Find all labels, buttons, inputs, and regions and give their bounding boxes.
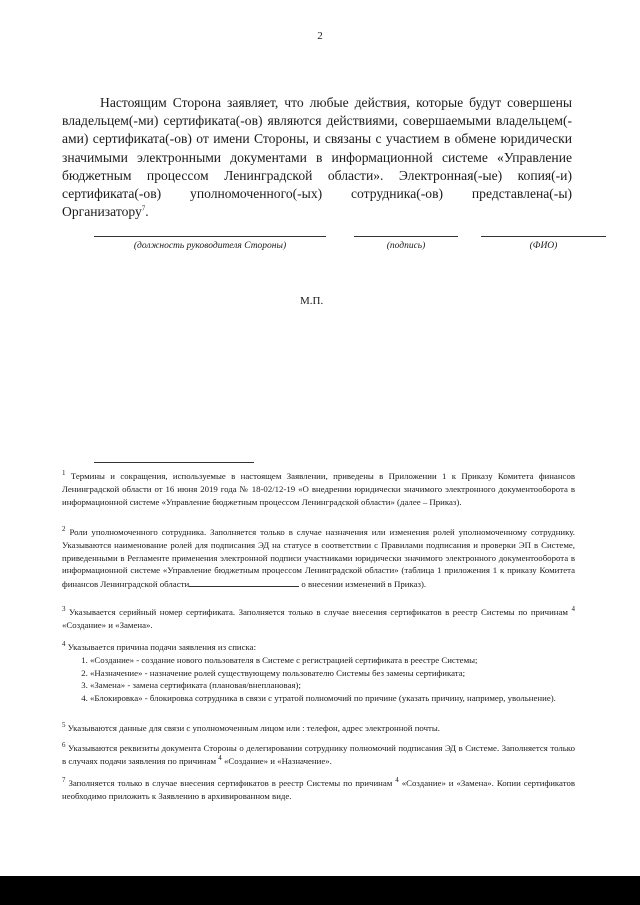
signature-line	[354, 236, 458, 237]
name-label: (ФИО)	[529, 241, 558, 251]
footnote-4-intro: Указывается причина подачи заявления из списка:	[67, 642, 257, 652]
statement-footnote-ref: 7	[141, 204, 146, 213]
footnote-3-ref: 4	[571, 605, 575, 614]
footnote-7-ref: 4	[395, 776, 399, 785]
footnote-3	[62, 606, 575, 632]
footnote-4-list	[62, 654, 575, 705]
scan-bottom-edge	[0, 876, 640, 905]
footnote-1-number: 1	[62, 469, 66, 478]
footnote-7-text-end: «Создание» и «Замена». Копии сертификатов необходимо приложить к Заявлению в архивированном виде.	[62, 778, 575, 801]
statement-paragraph	[62, 94, 572, 221]
footnote-6-text-end: «Создание» и «Назначение».	[224, 755, 332, 766]
footnote-2	[62, 526, 575, 591]
footnote-3-text-end: «Создание» и «Замена».	[62, 619, 153, 630]
footnote-6-number: 6	[62, 741, 66, 750]
footnote-7-number: 7	[62, 776, 66, 785]
footnote-6-text: Указываются реквизиты документа Стороны о делегировании сотруднику полномочий подписания ЭД в Системе. Заполняется только в случаях подачи заявления по причинам	[62, 743, 575, 766]
footnote-4	[62, 641, 575, 705]
name-signature-line	[481, 236, 606, 237]
footnote-5-number: 5	[62, 721, 66, 730]
stamp-label: М.П.	[300, 295, 324, 307]
footnote-5-text: Указываются данные для связи с уполномоченным лицом или : телефон, адрес электронной почты.	[67, 723, 440, 733]
footnote-6-ref: 4	[218, 753, 222, 762]
signature-label: (подпись)	[386, 241, 426, 251]
footnote-2-number: 2	[62, 525, 66, 534]
footnote-2-blank	[189, 577, 299, 587]
list-item: 1. «Создание» - создание нового пользователя в Системе с регистрацией сертификата в реестре Системы;	[90, 654, 575, 667]
footnote-separator	[94, 462, 254, 463]
footnote-7	[62, 777, 575, 803]
list-item: 4. «Блокировка» - блокировка сотрудника в связи с утратой полномочий по причине (указать причину, например, увольнение).	[90, 692, 575, 705]
page-number: 2	[317, 30, 323, 42]
footnote-5	[62, 722, 575, 735]
footnote-6	[62, 742, 575, 768]
statement-text: Настоящим Сторона заявляет, что любые действия, которые будут совершены владельцем(-ми) сертификата(-ов) являются действиями, совершаемыми владельцем(-ами) сертификата(-ов) от имени Стороны, и связаны с участием в обмене юридически значимыми электронными документами в информационной системе «Управление бюджетным процессом Ленинградской области». Электронная(-ые) копия(-и) сертификата(-ов) уполномоченного(-ых) сотрудника(-ов) представлена(-ы) Организатору	[62, 95, 572, 220]
footnote-1	[62, 470, 575, 508]
footnote-1-text: Термины и сокращения, используемые в настоящем Заявлении, приведены в Приложении 1 к Приказу Комитета финансов Ленинградской области от 16 июня 2019 года № 18-02/12-19 «О внедрении юридически значимого электронного документооборота в информационной системе «Управление бюджетным процессом Ленинградской области» (далее – Приказ).	[62, 471, 576, 507]
footnote-3-number: 3	[62, 605, 66, 614]
list-item: 2. «Назначение» - назначение ролей существующему пользователю Системы без замены сертификата;	[90, 667, 575, 680]
position-label: (должность руководителя Стороны)	[133, 241, 287, 251]
position-signature-line	[94, 236, 326, 237]
footnote-4-number: 4	[62, 640, 66, 649]
footnote-2-text: Роли уполномоченного сотрудника. Заполняется только в случае назначения или изменения ролей уполномоченному сотруднику. Указываются наименование ролей для подписания ЭД на статусе в соответствии с Правилами подписания и проверки ЭП в Системе, приведенными в Регламенте применения электронной подписи участниками юридически значимого электронного документооборота в информационной системе «Управление бюджетным процессом Ленинградской области» (таблица 1 приложения 1 к приказу Комитета финансов Ленинградской области	[62, 527, 575, 590]
list-item: 3. «Замена» - замена сертификата (плановая/внеплановая);	[90, 679, 575, 692]
statement-end: .	[145, 204, 149, 220]
footnote-3-text: Указывается серийный номер сертификата. Заполняется только в случае внесения сертификатов в реестр Системы по причинам	[69, 607, 568, 617]
footnote-7-text: Заполняется только в случае внесения сертификатов в реестр Системы по причинам	[68, 778, 393, 788]
footnote-2-text-end: о внесении изменений в Приказ).	[301, 579, 427, 590]
